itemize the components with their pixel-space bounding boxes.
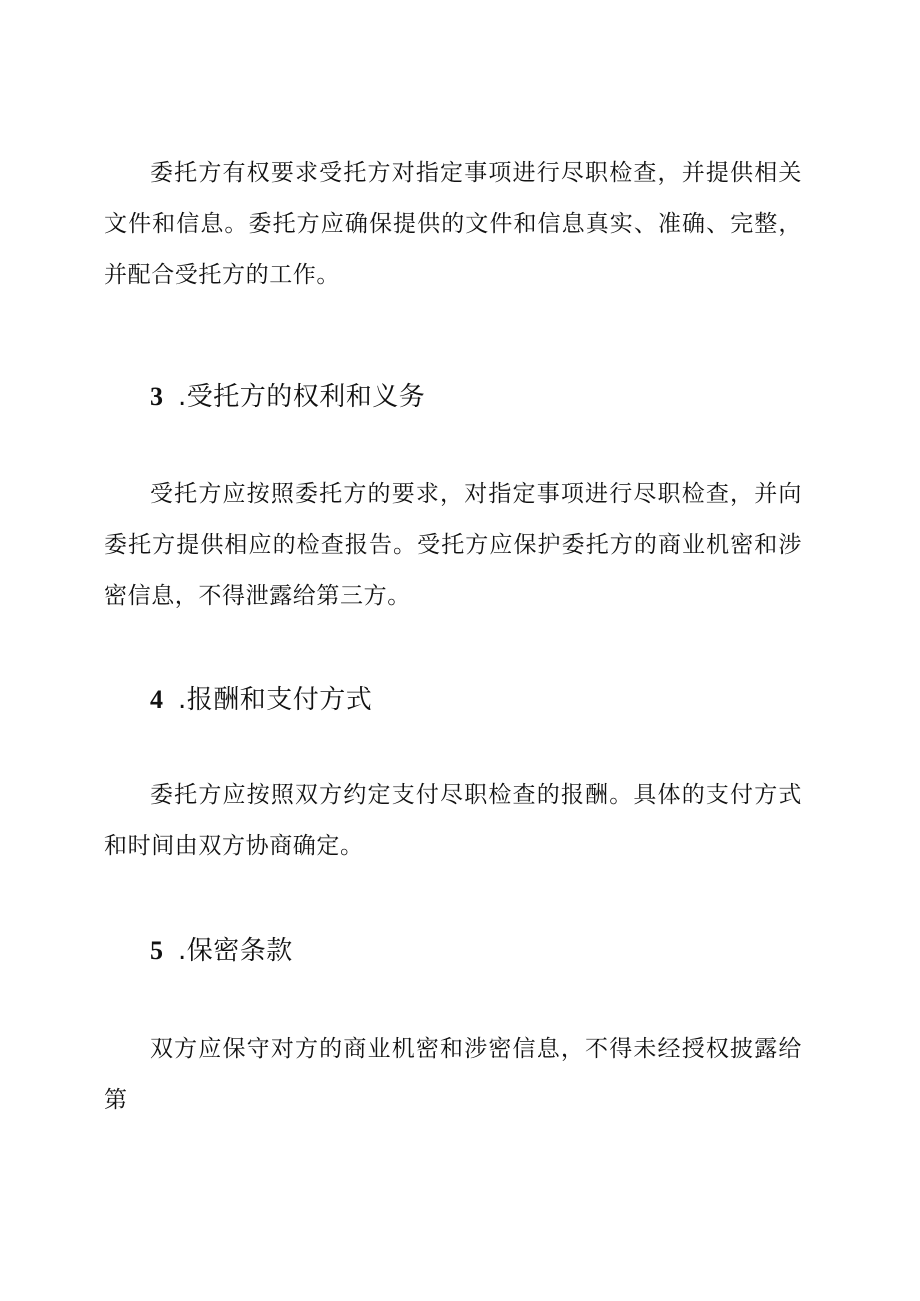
section-heading-5 <box>150 934 293 968</box>
section-title: .保密条款 <box>178 936 293 966</box>
paragraph-payment: 委托方应按照双方约定支付尽职检查的报酬。具体的支付方式和时间由双方协商确定。 <box>104 782 802 859</box>
section-heading-4 <box>150 683 372 717</box>
paragraph-trustee-rights: 受托方应按照委托方的要求，对指定事项进行尽职检查，并向委托方提供相应的检查报告。受托方应保护委托方的商业机密和涉密信息，不得泄露给第三方。 <box>104 481 802 609</box>
section-number: 4 <box>150 685 163 714</box>
paragraph-obligations-client: 委托方有权要求受托方对指定事项进行尽职检查，并提供相关文件和信息。委托方应确保提供的文件和信息真实、准确、完整，并配合受托方的工作。 <box>104 160 802 288</box>
section-number: 3 <box>150 382 163 411</box>
paragraph-confidentiality: 双方应保守对方的商业机密和涉密信息，不得未经授权披露给第 <box>104 1036 802 1113</box>
section-title: .受托方的权利和义务 <box>178 382 426 412</box>
section-heading-3 <box>150 380 425 414</box>
section-number: 5 <box>150 936 163 965</box>
section-title: .报酬和支付方式 <box>178 685 373 715</box>
